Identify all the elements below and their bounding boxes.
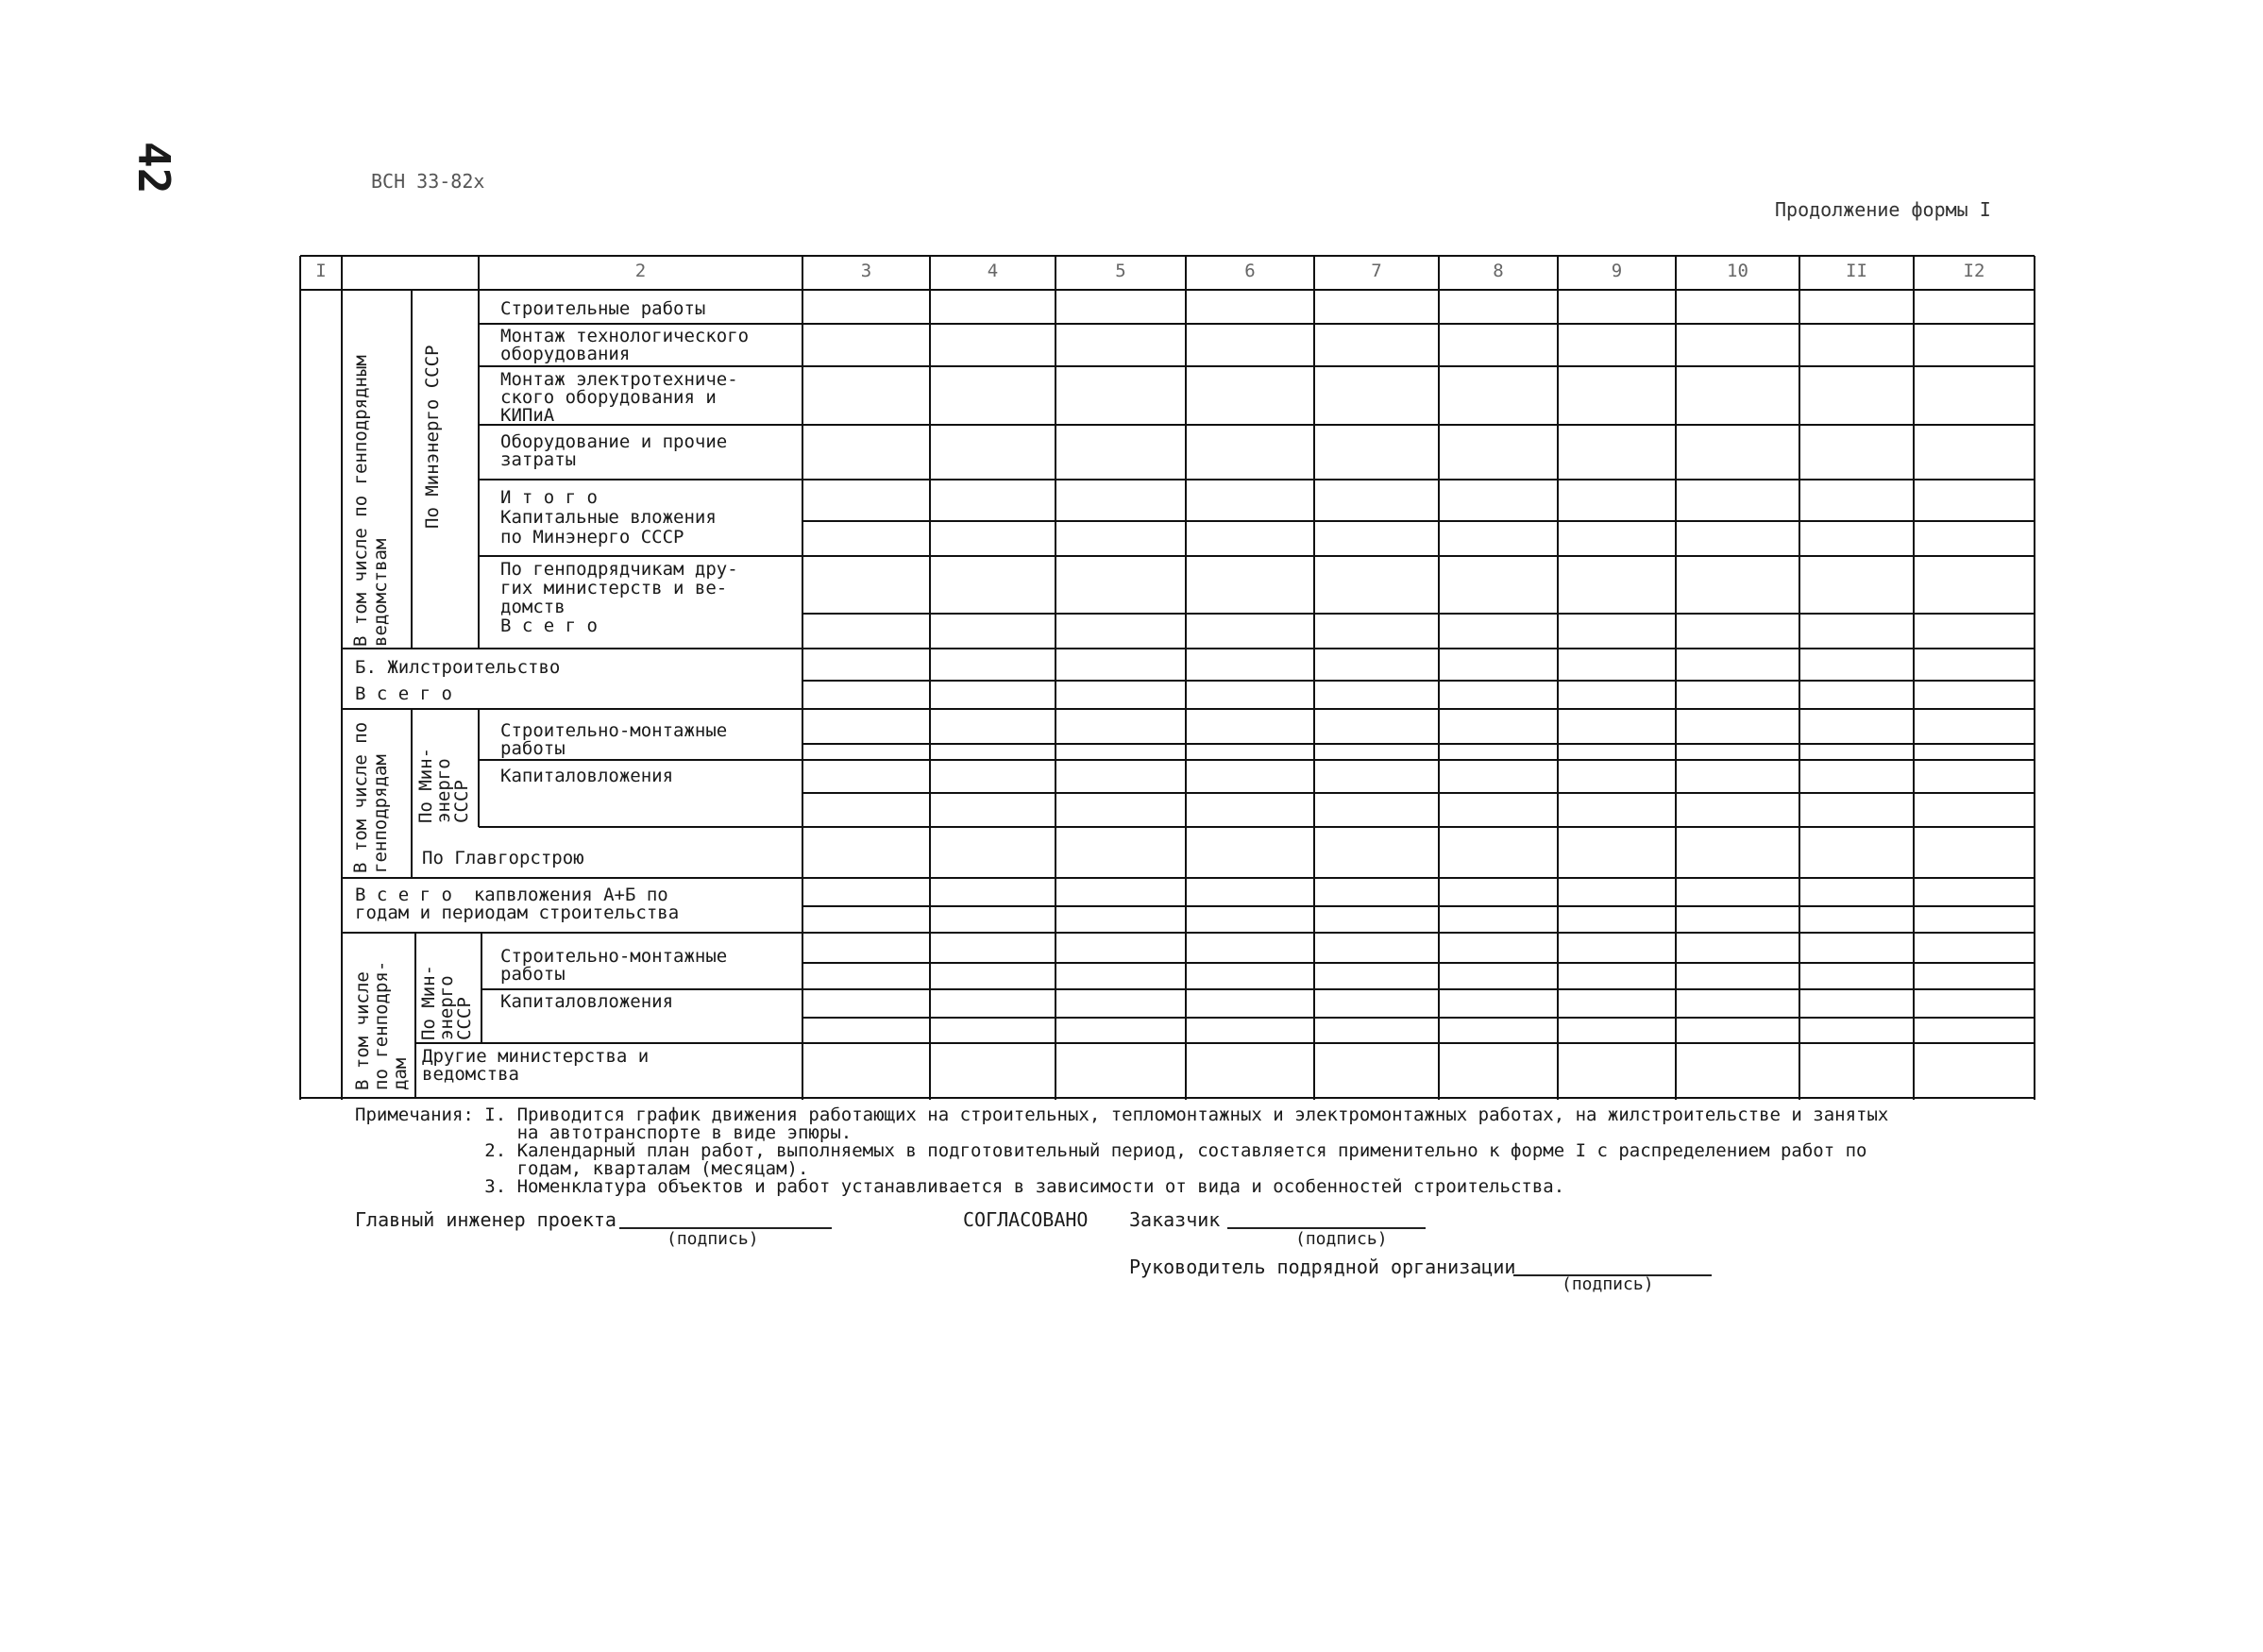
row-itogo-capital: И т о г о Капитальные вложения по Минэнерго СССР (500, 487, 717, 548)
column-header-9: 9 (1611, 261, 1623, 281)
row-equipment-other: Оборудование и прочие затраты (500, 431, 728, 470)
continuation-label: Продолжение формы I (1775, 198, 1991, 221)
row-electrical-install: Монтаж электротехниче- ского оборудования и КИПиА (500, 369, 738, 426)
groupB-total: В с е г о (355, 683, 452, 704)
column-header-12: I2 (1963, 261, 1985, 281)
groupA-outer-vertical-label: В том числе по генподрядным ведомствам (350, 355, 391, 647)
column-header-6: 6 (1244, 261, 1256, 281)
column-header-8: 8 (1493, 261, 1504, 281)
groupB-row-capital: Капиталовложения (500, 766, 674, 786)
groupB-inner-vertical-label: По Мин- энерго СССР (415, 747, 472, 823)
column-header-10: 10 (1727, 261, 1748, 281)
groupC-row-capital: Капиталовложения (500, 991, 674, 1012)
groupC-row-smr: Строительно-монтажные работы (500, 946, 728, 985)
column-header-4: 4 (987, 261, 999, 281)
groupC-outer-vertical-label: В том числе по генподря- дам (352, 960, 411, 1090)
agreed-label: СОГЛАСОВАНО (963, 1208, 1089, 1231)
column-header-11: II (1846, 261, 1867, 281)
groupC-other-ministries: Другие министерства и ведомства (422, 1046, 650, 1085)
contractor-head-signature-hint: (подпись) (1562, 1274, 1654, 1294)
column-header-7: 7 (1371, 261, 1382, 281)
chief-engineer-label: Главный инженер проекта (355, 1208, 616, 1231)
groupC-inner-vertical-label: По Мин- энерго СССР (418, 964, 475, 1040)
column-header-3: 3 (860, 261, 872, 281)
chief-engineer-signature-hint: (подпись) (667, 1229, 759, 1249)
contractor-head-label: Руководитель подрядной организации (1129, 1256, 1516, 1278)
groupB-row-smr: Строительно-монтажные работы (500, 720, 728, 759)
groupA-inner-vertical-label: По Минэнерго СССР (422, 345, 443, 529)
groupB-glavgorstroy: По Главгорстрою (422, 848, 584, 868)
column-header-2: 2 (634, 261, 647, 281)
row-construction-works: Строительные работы (500, 298, 706, 319)
customer-label: Заказчик (1129, 1208, 1221, 1231)
total-capital-ab: В с е г о капвложения А+Б по годам и периодам строительства (355, 885, 680, 923)
document-reference: ВСН 33-82x (371, 170, 485, 193)
row-tech-equipment-install: Монтаж технологического оборудования (500, 326, 750, 364)
customer-signature-hint: (подпись) (1295, 1229, 1388, 1249)
groupB-outer-vertical-label: В том числе по генподрядам (350, 721, 391, 873)
row-other-contractors-total: По генподрядчикам дру- гих министерств и ве- домств В с е г о (500, 559, 738, 636)
groupB-title: Б. Жилстроительство (355, 657, 561, 678)
page-number: 42 (128, 142, 179, 194)
column-header-5: 5 (1115, 261, 1126, 281)
column-header-1: I (315, 261, 327, 281)
notes-block: Примечания: I. Приводится график движения работающих на строительных, тепломонтажных и электромонтажных работах, на жилстроительстве и занятых на автотранспорте в виде эпюры. 2. Календарный план работ, выполняемых в подготовительный период, составляется применительно к форме I с распределением работ по годам, кварталам (месяцам). 3. Номенклатура объектов и работ устанавливается в зависимости от вида и особенностей строительства. (355, 1104, 1889, 1197)
